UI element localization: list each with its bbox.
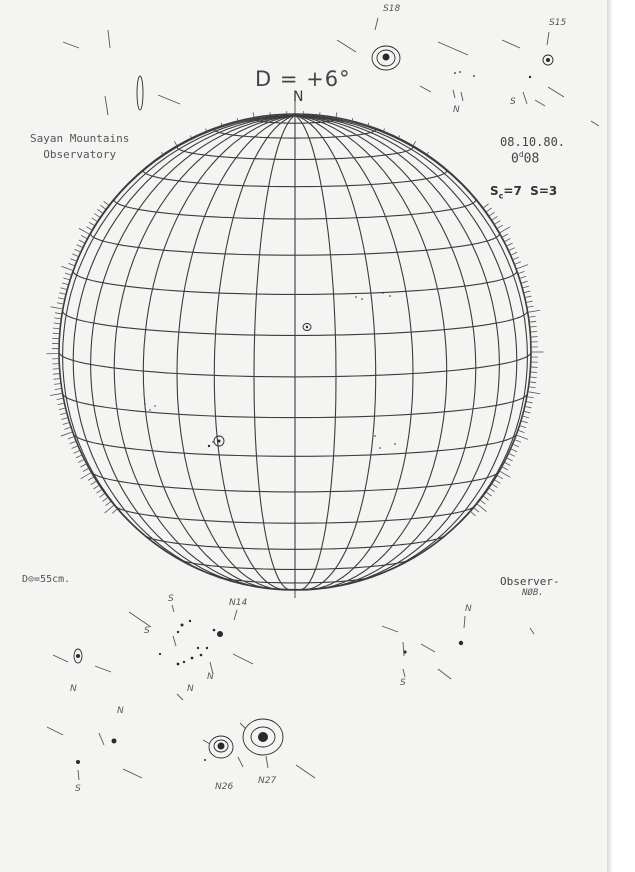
limb-tick: [528, 392, 540, 394]
orientation-stroke: [78, 770, 79, 780]
limb-tick: [528, 387, 535, 388]
limb-tick: [94, 214, 100, 218]
sunspot: [258, 732, 268, 742]
limb-tick: [526, 401, 533, 402]
limb-tick: [68, 437, 75, 439]
limb-tick: [492, 216, 498, 220]
limb-tick: [528, 316, 535, 317]
orientation-s-label: S: [400, 678, 406, 688]
orientation-stroke: [403, 669, 405, 677]
limb-tick: [530, 377, 537, 378]
group-label-n26: N26: [215, 782, 234, 792]
limb-tick: [61, 418, 68, 420]
count-sc-prefix: S: [490, 184, 499, 198]
orientation-stroke: [421, 644, 435, 652]
orientation-stroke: [238, 757, 243, 767]
observation-date: 08.10.80.: [500, 135, 566, 149]
limb-tick: [105, 505, 115, 513]
sunspot: [144, 403, 145, 404]
count-s: S=3: [530, 184, 558, 198]
orientation-n-label: N: [70, 684, 77, 694]
limb-tick: [521, 281, 528, 283]
limb-tick: [59, 408, 66, 410]
limb-tick: [511, 449, 517, 452]
orientation-stroke: [233, 654, 253, 664]
orientation-stroke: [438, 42, 468, 55]
orientation-stroke: [95, 666, 111, 672]
orientation-stroke: [158, 95, 180, 104]
limb-tick: [54, 383, 61, 384]
limb-tick: [97, 209, 103, 213]
orientation-s-label: S: [510, 97, 516, 107]
sunspot: [529, 76, 531, 78]
orientation-stroke: [129, 612, 151, 627]
limb-tick: [70, 259, 76, 262]
limb-tick: [57, 398, 64, 399]
limb-tick: [524, 291, 531, 293]
limb-tick: [518, 430, 525, 432]
sunspot: [177, 663, 180, 666]
limb-tick: [65, 273, 72, 275]
limb-tick: [502, 234, 508, 237]
limb-tick: [514, 262, 521, 265]
north-marker: N: [293, 89, 304, 105]
limb-tick: [502, 467, 508, 470]
sunspot: [213, 629, 216, 632]
limb-tick: [55, 313, 62, 314]
limb-tick: [522, 286, 529, 288]
limb-tick: [499, 471, 510, 477]
limb-tick: [77, 245, 83, 248]
orientation-stroke: [464, 616, 465, 628]
limb-tick: [53, 374, 60, 375]
orientation-n-label: N: [117, 706, 124, 716]
orientation-stroke: [382, 626, 398, 632]
orientation-stroke: [403, 642, 404, 656]
limb-tick: [529, 321, 536, 322]
orientation-stroke: [240, 723, 246, 729]
sunspot: [355, 296, 357, 298]
limb-tick: [506, 243, 512, 246]
limb-tick: [504, 462, 510, 465]
limb-tick: [80, 464, 86, 467]
disk-diameter: D⊙=55cm.: [22, 574, 71, 585]
limb-tick: [99, 493, 105, 497]
limb-tick: [63, 278, 70, 280]
limb-tick: [530, 372, 537, 373]
limb-tick: [74, 249, 80, 252]
limb-tick: [497, 225, 503, 229]
orientation-n-label: N: [187, 684, 194, 694]
limb-tick: [513, 444, 519, 447]
time-sup: d: [518, 150, 524, 159]
limb-tick: [55, 388, 62, 389]
limb-tick: [492, 484, 498, 488]
limb-tick: [59, 293, 66, 295]
limb-tick: [477, 504, 487, 512]
limb-tick: [92, 218, 98, 222]
sunspot: [546, 58, 550, 62]
limb-tick: [486, 492, 492, 496]
sunspot: [382, 292, 384, 294]
sunspot: [212, 441, 214, 443]
limb-tick: [511, 252, 517, 255]
orientation-stroke: [99, 733, 104, 745]
orientation-n-label: N: [207, 672, 214, 682]
time-base: 0: [511, 151, 519, 167]
limb-tick: [86, 227, 92, 231]
orientation-stroke: [296, 765, 315, 778]
limb-tick: [521, 421, 528, 423]
sunspot: [200, 654, 203, 657]
sunspot: [204, 759, 206, 761]
limb-tick: [504, 238, 510, 241]
orientation-stroke: [337, 40, 356, 52]
sunspot: [218, 440, 221, 443]
limb-tick: [63, 422, 70, 424]
sunspot: [383, 54, 390, 61]
sunspot: [361, 298, 363, 300]
limb-tick: [497, 475, 503, 479]
observer-name: NØB.: [522, 588, 544, 598]
limb-tick: [61, 432, 73, 436]
count-sc-sub: c: [498, 191, 504, 201]
orientation-stroke: [172, 605, 174, 612]
limb-tick: [54, 318, 61, 319]
limb-tick: [483, 496, 489, 500]
limb-tick: [506, 458, 512, 461]
observatory-line-1: Sayan Mountains: [30, 132, 130, 145]
limb-tick: [58, 403, 65, 405]
limb-tick: [509, 248, 515, 251]
limb-tick: [530, 331, 537, 332]
limb-tick: [525, 406, 532, 408]
limb-tick: [102, 497, 108, 501]
orientation-s-label: S: [75, 784, 81, 794]
orientation-stroke: [177, 694, 183, 700]
limb-tick: [94, 485, 100, 489]
limb-tick: [60, 413, 67, 415]
orientation-stroke: [535, 100, 545, 106]
sunspot: [217, 631, 223, 637]
sunspot: [459, 641, 463, 645]
limb-tick: [483, 204, 489, 208]
limb-tick: [54, 379, 61, 380]
orientation-stroke: [63, 42, 79, 48]
orientation-stroke: [523, 92, 527, 104]
sunspot: [459, 71, 461, 73]
limb-tick: [336, 112, 337, 117]
sunspot: [218, 743, 225, 750]
orientation-stroke: [530, 628, 534, 634]
sunspot: [208, 445, 210, 447]
limb-tick: [519, 276, 526, 278]
orientation-n-label: N: [453, 105, 460, 115]
page-title: D = +6°: [255, 67, 351, 91]
limb-tick: [64, 427, 71, 429]
limb-tick: [480, 500, 485, 504]
limb-tick: [470, 511, 475, 516]
group-label-s15: S15: [549, 18, 567, 28]
orientation-s-label: S: [144, 626, 150, 636]
limb-tick: [53, 333, 60, 334]
limb-tick: [62, 283, 69, 285]
limb-tick: [486, 208, 492, 212]
limb-tick: [81, 235, 87, 238]
limb-tick: [70, 441, 76, 444]
limb-tick: [174, 141, 177, 146]
sunspot: [159, 653, 161, 655]
limb-tick: [76, 455, 82, 458]
orientation-strokes: [47, 18, 599, 780]
group-label-s18: S18: [383, 4, 401, 14]
limb-tick: [89, 222, 95, 226]
sunspot: [76, 654, 80, 658]
limb-tick: [79, 240, 85, 243]
orientation-stroke: [547, 32, 549, 45]
orientation-stroke: [108, 30, 110, 48]
limb-tick: [519, 426, 526, 428]
limb-tick: [527, 397, 534, 398]
limb-tick: [72, 254, 78, 257]
limb-tick: [526, 301, 533, 302]
observer-label: Observer-: [500, 575, 560, 588]
limb-tick: [514, 440, 521, 443]
limb-tick: [494, 480, 500, 484]
limb-tick: [74, 450, 80, 453]
limb-tick: [106, 501, 111, 505]
sunspot: [389, 295, 391, 297]
sunspot: [394, 443, 396, 445]
limb-tick: [61, 288, 68, 290]
orientation-stroke: [173, 636, 176, 646]
limb-tick: [518, 271, 525, 273]
sunspot: [189, 620, 191, 622]
orientation-stroke: [266, 756, 268, 768]
sunspot: [149, 409, 150, 410]
orientation-stroke: [47, 727, 63, 735]
limb-tick: [513, 257, 519, 260]
orientation-stroke: [502, 40, 520, 48]
limb-tick: [96, 489, 102, 493]
limb-tick: [54, 323, 61, 324]
sunspot: [379, 447, 381, 449]
limb-tick: [499, 227, 510, 233]
limb-tick: [79, 228, 90, 234]
limb-tick: [112, 509, 117, 514]
limb-tick: [489, 488, 495, 492]
orientation-stroke: [53, 655, 68, 662]
limb-tick: [474, 508, 479, 513]
limb-tick: [53, 328, 60, 329]
sunspot: [206, 647, 208, 649]
sunspot: [183, 661, 185, 663]
sunspot: [306, 326, 308, 328]
count-sc-value: =7: [503, 184, 522, 198]
orientation-stroke: [123, 769, 142, 778]
observation-time: [511, 150, 539, 166]
limb-tick: [61, 266, 73, 270]
orientation-stroke: [375, 18, 378, 30]
limb-tick: [72, 446, 78, 449]
sunspot: [154, 405, 155, 406]
orientation-n-label: N: [465, 604, 472, 614]
orientation-stroke: [234, 610, 237, 620]
limb-tick: [58, 298, 65, 300]
sunspot: [473, 75, 475, 77]
group-label-n27: N27: [258, 776, 277, 786]
observatory-name: [30, 131, 129, 163]
orientation-stroke: [548, 87, 564, 97]
orientation-stroke: [203, 740, 210, 744]
orientation-s-label: S: [168, 594, 174, 604]
limb-tick: [104, 201, 110, 205]
limb-tick: [88, 477, 94, 481]
limb-tick: [524, 411, 531, 413]
sunspot: [374, 435, 376, 437]
limb-tick: [489, 212, 495, 216]
penumbra-outline: [137, 76, 143, 110]
limb-tick: [81, 472, 92, 478]
limb-tick: [527, 306, 534, 307]
limb-tick: [516, 265, 528, 269]
sunspot: [191, 657, 194, 660]
limb-tick: [100, 205, 106, 209]
spot-counts: [490, 184, 557, 200]
limb-tick: [91, 481, 97, 485]
limb-tick: [413, 141, 416, 146]
limb-tick: [525, 296, 532, 298]
limb-tick: [78, 459, 84, 462]
limb-tick: [494, 221, 500, 225]
sunspot: [197, 647, 199, 649]
limb-tick: [522, 416, 529, 418]
limb-tick: [50, 307, 62, 309]
time-rest: 08: [523, 151, 540, 167]
heliographic-grid: [59, 100, 531, 598]
sunspot: [181, 624, 184, 627]
orientation-stroke: [105, 96, 108, 115]
limb-tick: [68, 263, 75, 266]
limb-tick: [253, 112, 254, 117]
limb-tick: [528, 310, 540, 312]
limb-tick: [83, 468, 89, 471]
orientation-stroke: [453, 90, 455, 98]
group-label-n14: N14: [229, 598, 248, 608]
sunspot: [177, 631, 179, 633]
limb-tick: [509, 453, 515, 456]
orientation-stroke: [461, 92, 463, 101]
limb-tick: [529, 382, 536, 383]
orientation-stroke: [420, 86, 431, 92]
limb-tick: [57, 303, 64, 304]
sunspot: [76, 760, 80, 764]
orientation-stroke: [438, 669, 451, 679]
sunspot: [454, 72, 456, 74]
sunspot: [112, 739, 117, 744]
limb-tick: [516, 435, 528, 439]
limb-tick: [530, 326, 537, 327]
orientation-stroke: [591, 121, 599, 126]
limb-tick: [50, 393, 62, 395]
observatory-line-2: Observatory: [43, 148, 117, 161]
